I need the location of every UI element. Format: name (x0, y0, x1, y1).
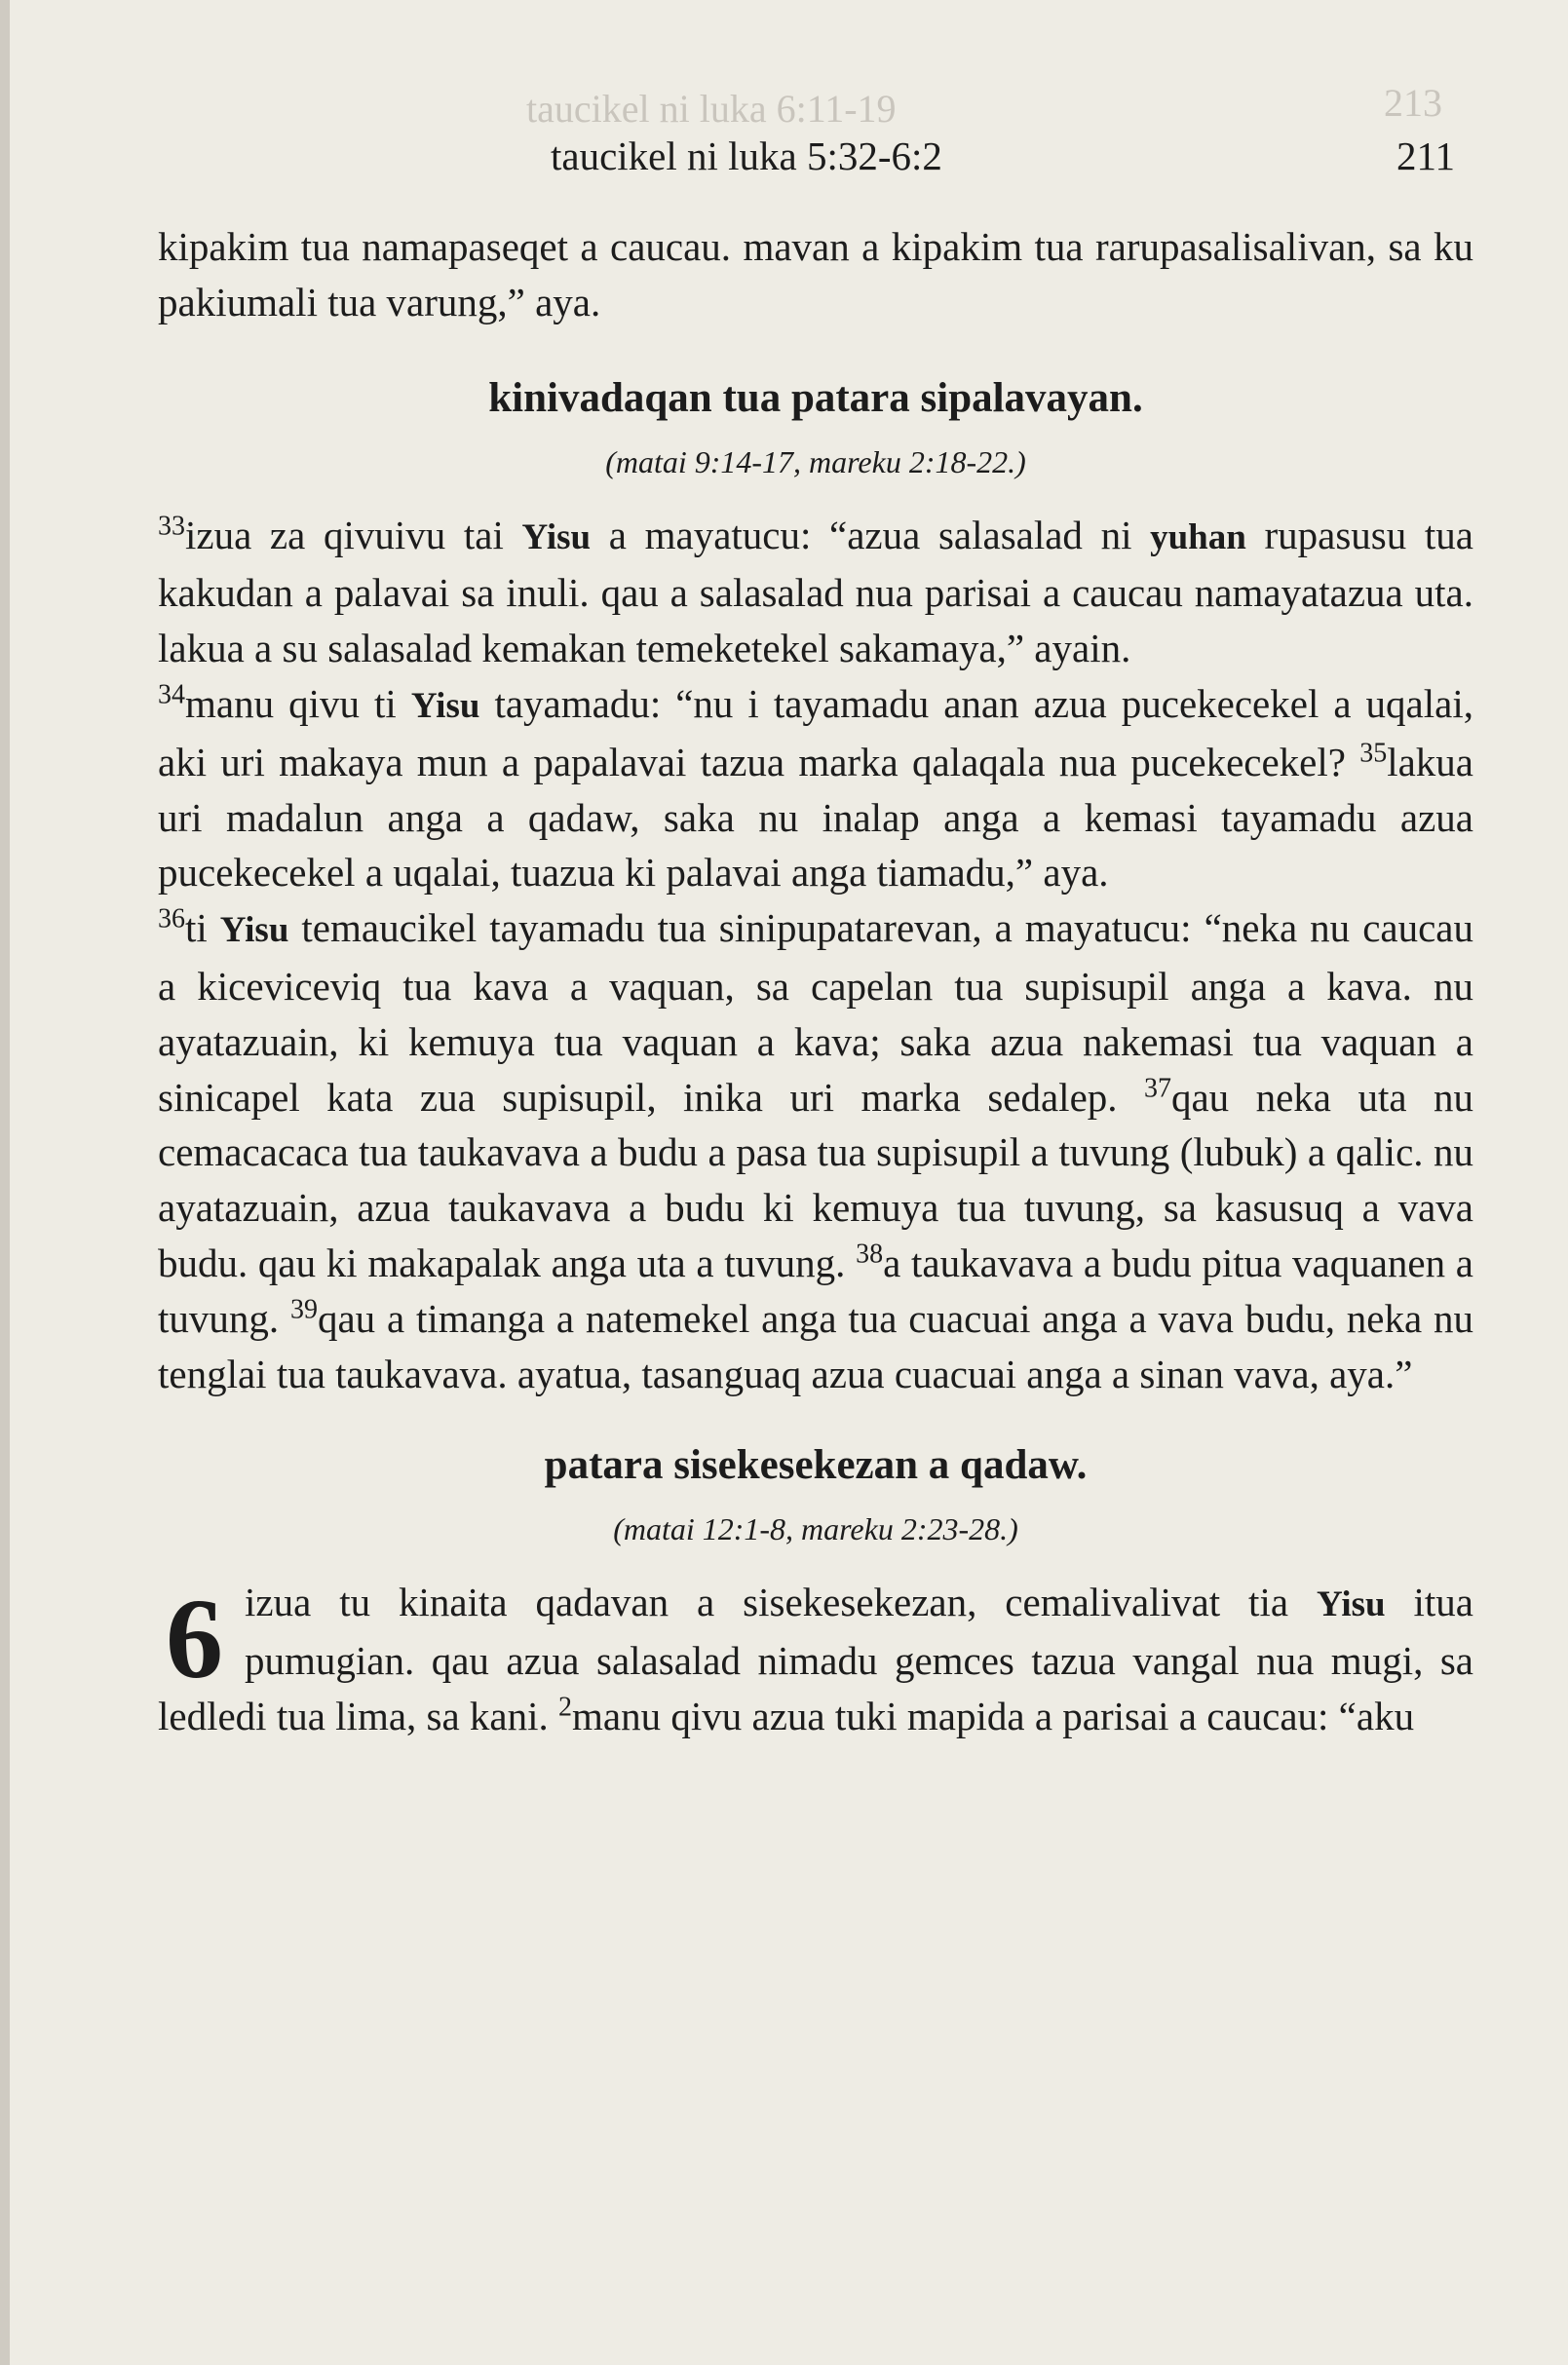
verse-33 (158, 508, 1473, 676)
proper-name: Yisu (1316, 1584, 1386, 1625)
verse-text: rupasusu tua kakudan a palavai sa inuli. qau a salasalad nua parisai a caucau namayatazua uta. lakua a su salasalad kemakan temeketekel sakamaya,” ayain. (158, 512, 1473, 671)
verse-text: qau a timanga a natemekel anga tua cuacuai anga a vava budu, neka nu tenglai tua taukavava. ayatua, tasanguaq azua cuacuai anga a sinan vava, aya.” (158, 1295, 1473, 1396)
verse-number: 37 (1143, 1072, 1171, 1103)
bleed-through-text (526, 81, 1462, 132)
section-gap (158, 1401, 1473, 1436)
continuation-paragraph: kipakim tua namapaseqet a caucau. mavan a kipakim tua rarupasalisalivan, sa ku pakiumali tua varung,” aya. (158, 224, 1473, 324)
verse-number: 33 (158, 510, 185, 541)
verse-text: a taukavava a budu pitua vaquanen a tuvung. (158, 1240, 1473, 1341)
verse-text: manu qivu ti (185, 680, 411, 726)
verse-text: izua za qivuivu tai (185, 512, 522, 557)
section-heading: kinivadaqan tua patara sipalavayan. (488, 374, 1143, 421)
running-title: taucikel ni luka 5:32-6:2 (551, 134, 942, 178)
verse-text: qau neka uta nu cemacacaca tua taukavava a budu a pasa tua supisupil a tuvung (lubuk) a qalic. nu ayatazuain, azua taukavava a budu ki kemuya tua tuvung, sa kasusuq a vava budu. qau ki makapalak anga uta a tuvung. (158, 1074, 1473, 1285)
proper-name: Yisu (219, 910, 289, 951)
verse-number: 38 (856, 1239, 884, 1270)
running-header (551, 127, 1486, 185)
verse-text: lakua uri madalun anga a qadaw, saka nu inalap anga a kemasi tayamadu azua pucekecekel a uqalai, tuazua ki palavai anga tiamadu,” aya. (158, 739, 1473, 896)
verse-number: 36 (158, 903, 185, 935)
cross-reference: (matai 9:14-17, mareku 2:18-22.) (605, 443, 1026, 479)
proper-name: yuhan (1150, 516, 1246, 557)
chapter-number: 6 (166, 1575, 223, 1703)
section-heading: patara sisekesekezan a qadaw. (544, 1442, 1088, 1489)
verse-text: manu qivu azua tuki mapida a parisai a caucau: “aku (572, 1693, 1415, 1738)
page-number: 211 (1396, 134, 1455, 178)
ghost-running-title: taucikel ni luka 6:11-19 (526, 87, 897, 131)
verse-34-35 (158, 676, 1473, 900)
verse-36-39 (158, 900, 1473, 1401)
page-edge-shadow (0, 0, 10, 2365)
verse-number: 35 (1359, 738, 1388, 769)
verse-text: temaucikel tayamadu tua sinipupatarevan, a mayatucu: “neka nu caucau a kiceviceviq tua kava a vaquan, sa capelan tua supisupil anga a kava. nu ayatazuain, ki kemuya tua vaquan a kava; saka azua nakemasi tua vaquan a sinicapel kata zua supisupil, inika uri marka sedalep. (158, 905, 1473, 1120)
proper-name: Yisu (521, 516, 592, 557)
verse-text: izua tu kinaita qadavan a sisekesekezan, cemalivalivat tia (245, 1580, 1317, 1625)
chapter-6-opening (158, 1575, 1473, 1743)
verse-text: ti (185, 905, 220, 951)
cross-reference: (matai 12:1-8, mareku 2:23-28.) (613, 1511, 1018, 1547)
verse-text: itua pumugian. qau azua salasalad nimadu gemces tazua vangal nua mugi, sa ledledi tua lima, sa kani. (158, 1580, 1473, 1738)
verse-number: 39 (289, 1294, 318, 1325)
verse-text: a mayatucu: “azua salasalad ni (591, 512, 1151, 557)
verse-number: 34 (158, 679, 185, 710)
ghost-page-number: 213 (1384, 81, 1442, 125)
main-text (158, 219, 1473, 1744)
proper-name: Yisu (410, 685, 480, 726)
verse-text: tayamadu: “nu i tayamadu anan azua pucekecekel a uqalai, aki uri makaya mun a papalavai tazua marka qalaqala nua pucekecekel? (158, 680, 1473, 784)
verse-number: 2 (558, 1692, 573, 1723)
